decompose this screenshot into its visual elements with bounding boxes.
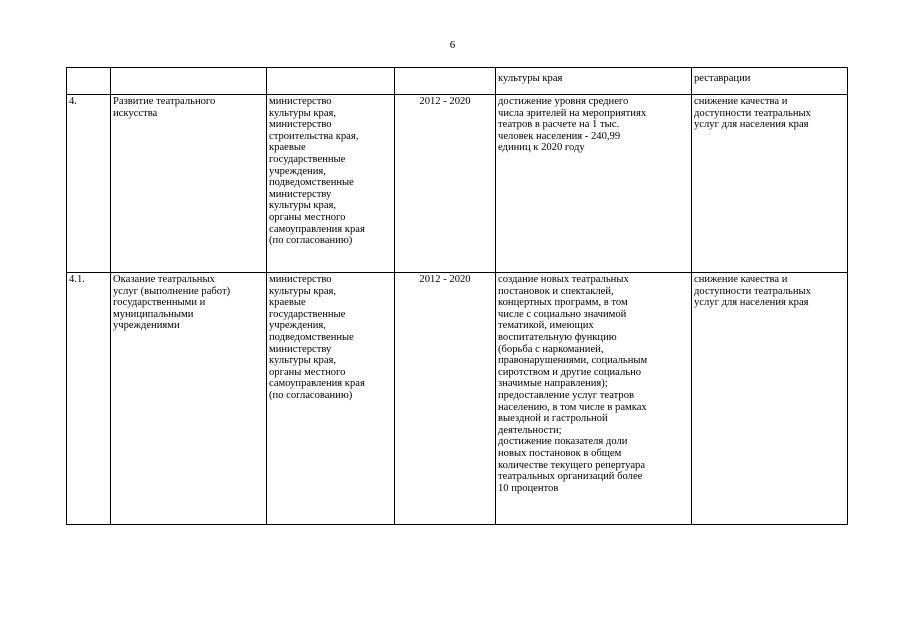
cell-result: культуры края (496, 68, 692, 95)
cell-period: 2012 - 2020 (395, 95, 496, 273)
cell-name: Оказание театральных услуг (выполнение работ) государственными и муниципальными учреждениями (111, 273, 267, 525)
cell-result: создание новых театральных постановок и спектаклей, концертных программ, в том числе с социально значимой тематикой, имеющих воспитательную функцию (борьба с наркоманией, правонарушениями, социальным сиротством и другие социально значимые направления); предоставление услуг театров населению, в том числе в рамках выездной и гастрольной деятельности; достижение показателя доли новых постановок в общем количестве текущего репертуара театральных организаций более 10 процентов (496, 273, 692, 525)
cell-period: 2012 - 2020 (395, 273, 496, 525)
cell-consequence: реставрации (692, 68, 848, 95)
cell-number (67, 68, 111, 95)
cell-executor: министерство культуры края, краевые государственные учреждения, подведомственные министерству культуры края, органы местного самоуправления края (по согласованию) (267, 273, 395, 525)
page-number: 6 (449, 39, 456, 51)
cell-number: 4. (67, 95, 111, 273)
cell-consequence: снижение качества и доступности театральных услуг для населения края (692, 95, 848, 273)
program-table (66, 67, 848, 525)
table-row (67, 95, 848, 273)
cell-executor: министерство культуры края, министерство строительства края, краевые государственные учреждения, подведомственные министерству культуры края, органы местного самоуправления края (по согласованию) (267, 95, 395, 273)
cell-executor (267, 68, 395, 95)
table-row (67, 68, 848, 95)
cell-number: 4.1. (67, 273, 111, 525)
cell-period (395, 68, 496, 95)
cell-name: Развитие театрального искусства (111, 95, 267, 273)
cell-result: достижение уровня среднего числа зрителей на мероприятиях театров в расчете на 1 тыс. человек населения - 240,99 единиц к 2020 году (496, 95, 692, 273)
cell-name (111, 68, 267, 95)
table-row (67, 273, 848, 525)
cell-consequence: снижение качества и доступности театральных услуг для населения края (692, 273, 848, 525)
